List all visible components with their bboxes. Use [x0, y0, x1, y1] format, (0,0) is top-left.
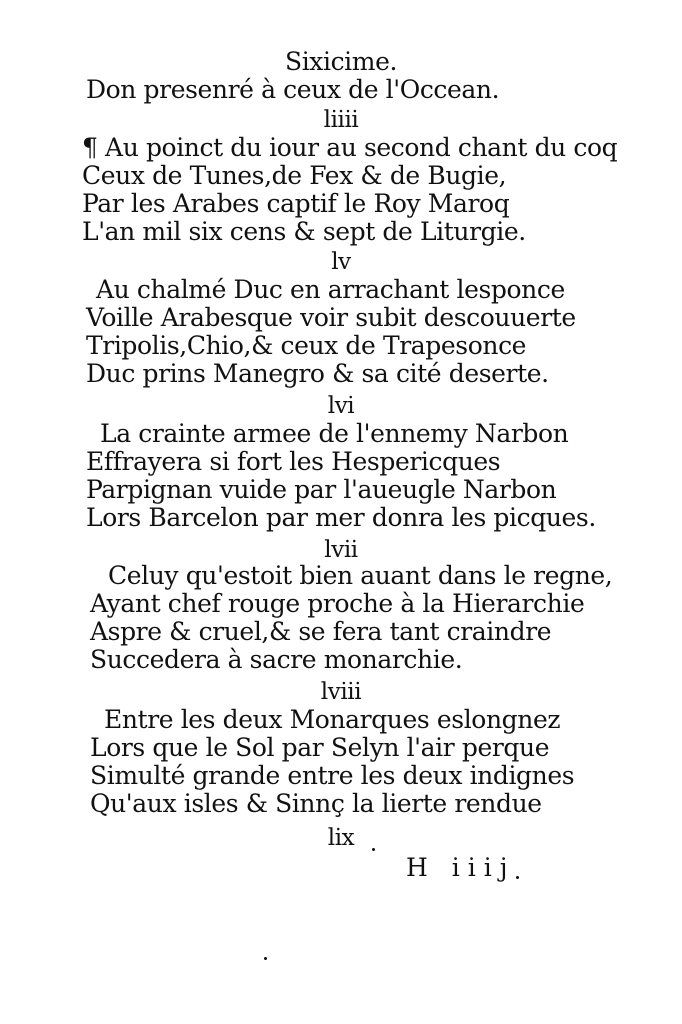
- verse-line: ¶ Au poinct du iour au second chant du coq: [82, 133, 618, 162]
- catchline: Don presenré à ceux de l'Occean.: [86, 75, 500, 104]
- running-head: Sixicime.: [284, 47, 398, 76]
- ink-speck: [372, 848, 375, 851]
- signature-mark: H iiij: [406, 853, 516, 882]
- verse-line: Voille Arabesque voir subit descouuerte: [86, 303, 576, 332]
- verse-line: L'an mil six cens & sept de Liturgie.: [82, 217, 526, 246]
- next-quatrain-numeral: lix: [327, 825, 355, 851]
- verse-line: Parpignan vuide par l'aueugle Narbon: [86, 475, 557, 504]
- verse-line: Succedera à sacre monarchie.: [90, 645, 463, 674]
- quatrain-numeral: lv: [331, 249, 351, 275]
- verse-line: Qu'aux isles & Sinnç la lierte rendue: [90, 789, 542, 818]
- quatrain-numeral: liiii: [323, 107, 359, 133]
- quatrain-numeral: lvii: [324, 537, 358, 563]
- verse-line: Simulté grande entre les deux indignes: [90, 761, 575, 790]
- verse-line: Entre les deux Monarques eslongnez: [104, 705, 561, 734]
- verse-line: Ayant chef rouge proche à la Hierarchie: [90, 589, 585, 618]
- ink-speck: [264, 957, 267, 960]
- verse-line: Lors que le Sol par Selyn l'air perque: [90, 733, 550, 762]
- verse-line: Tripolis,Chio,& ceux de Trapesonce: [86, 331, 527, 360]
- verse-line: Duc prins Manegro & sa cité deserte.: [86, 359, 549, 388]
- verse-line: Aspre & cruel,& se fera tant craindre: [90, 617, 552, 646]
- verse-line: Par les Arabes captif le Roy Maroq: [82, 189, 510, 218]
- verse-line: Ceux de Tunes,de Fex & de Bugie,: [82, 161, 507, 190]
- verse-line: Au chalmé Duc en arrachant lesponce: [96, 275, 565, 304]
- quatrain-numeral: lvi: [327, 393, 355, 419]
- verse-line: Lors Barcelon par mer donra les picques.: [86, 503, 596, 532]
- verse-line: La crainte armee de l'ennemy Narbon: [100, 419, 569, 448]
- quatrain-numeral: lviii: [320, 679, 362, 705]
- ink-speck: [516, 876, 519, 879]
- verse-line: Effrayera si fort les Hespericques: [86, 447, 501, 476]
- verse-line: Celuy qu'estoit bien auant dans le regne,: [108, 561, 613, 590]
